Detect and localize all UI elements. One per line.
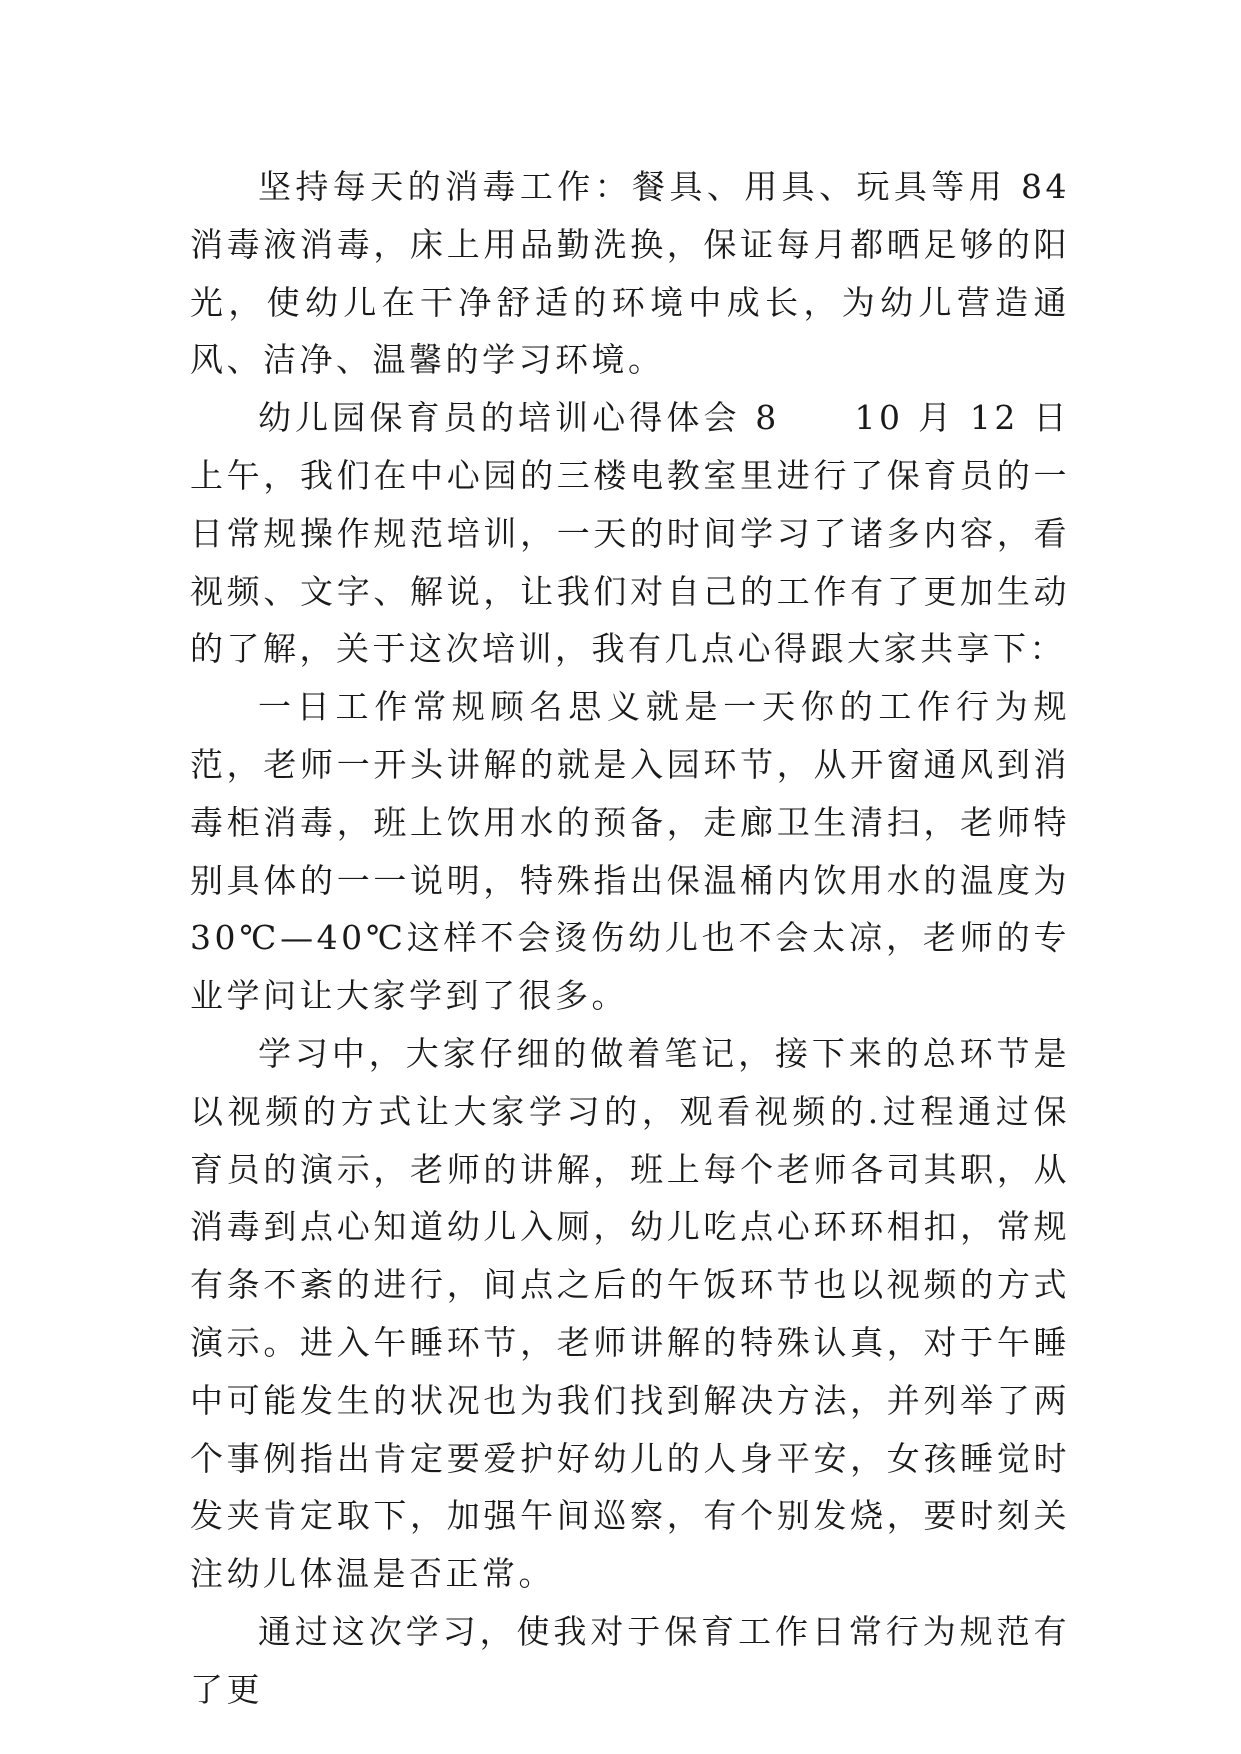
paragraph-daily-routine: 一日工作常规顾名思义就是一天你的工作行为规范，老师一开头讲解的就是入园环节，从开窗通风到消毒柜消毒，班上饮用水的预备，走廊卫生清扫，老师特别具体的一一说明，特殊指出保温桶内饮用水的温度为 30℃—40℃这样不会烫伤幼儿也不会太凉，老师的专业学问让大家学到了很多。 [190,687,1070,1016]
document-body [190,158,1070,1719]
paragraph-video-learning: 学习中，大家仔细的做着笔记，接下来的总环节是以视频的方式让大家学习的，观看视频的.过程通过保育员的演示，老师的讲解，班上每个老师各司其职，从消毒到点心知道幼儿入厕，幼儿吃点心环环相扣，常规有条不紊的进行，间点之后的午饭环节也以视频的方式演示。进入午睡环节，老师讲解的特殊认真，对于午睡中可能发生的状况也为我们找到解决方法，并列举了两个事例指出肯定要爱护好幼儿的人身平安，女孩睡觉时发夹肯定取下，加强午间巡察，有个别发烧，要时刻关注幼儿体温是否正常。 [190,1033,1070,1594]
paragraph-conclusion: 通过这次学习，使我对于保育工作日常行为规范有了更 [190,1611,1070,1709]
paragraph-training-intro: 幼儿园保育员的培训心得体会 8 10 月 12 日上午，我们在中心园的三楼电教室里进行了保育员的一日常规操作规范培训，一天的时间学习了诸多内容，看视频、文字、解说，让我们对自己的工作有了更加生动的了解，关于这次培训，我有几点心得跟大家共享下： [190,398,1070,669]
paragraph-disinfection: 坚持每天的消毒工作：餐具、用具、玩具等用 84 消毒液消毒，床上用品勤洗换，保证每月都晒足够的阳光，使幼儿在干净舒适的环境中成长，为幼儿营造通风、洁净、温馨的学习环境。 [190,167,1070,380]
